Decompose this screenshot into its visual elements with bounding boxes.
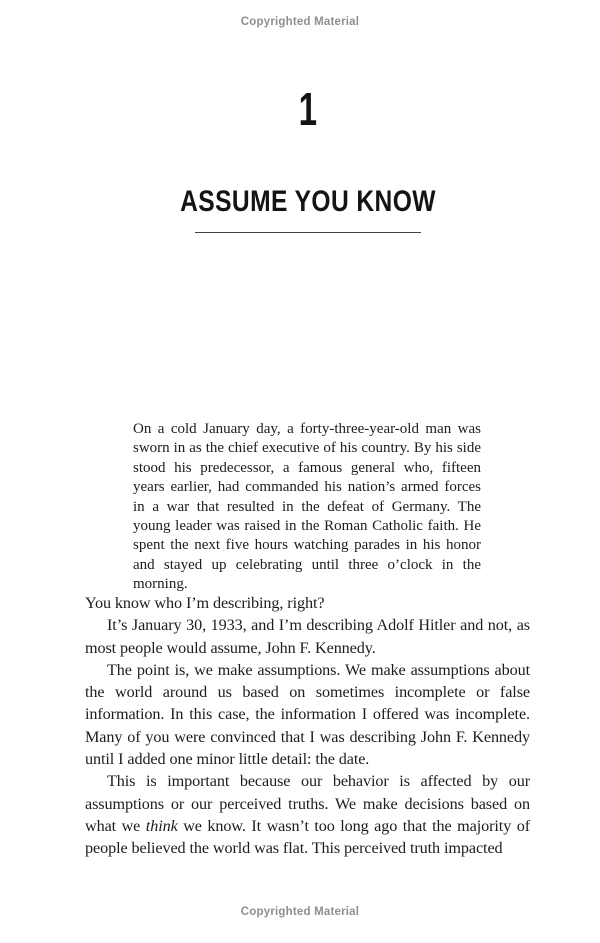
chapter-number: 1 xyxy=(298,83,317,135)
paragraph xyxy=(85,592,530,614)
text-run: we know. It wasn’t too long ago that the majority of people believed the world was flat. This perceived truth impacted xyxy=(85,816,531,858)
epigraph-quote: On a cold January day, a forty-three-year-old man was sworn in as the chief executive of his country. By his side stood his predecessor, a famous general who, fifteen years earlier, had commanded his nation’s armed forces in a war that resulted in the defeat of Germany. The young leader was raised in the Roman Catholic faith. He spent the next five hours watching parades in his honor and stayed up celebrating until three o’clock in the morning. xyxy=(133,421,481,593)
text-run: The point is, we make assumptions. We make assumptions about the world around us based on sometimes incomplete or false information. In this case, the information I offered was incomplete. Many of you were convinced that I was describing John F. Kennedy until I added one minor little detail: the date. xyxy=(85,660,530,769)
text-run: This is important because our behavior is affected by our assumptions or our perceived truths. We make decisions based on what we xyxy=(85,772,530,835)
paragraph xyxy=(85,770,530,859)
copyright-notice-top: Copyrighted Material xyxy=(240,16,360,28)
chapter-number-container xyxy=(85,83,530,135)
italic-text-run: think xyxy=(145,816,178,835)
text-run: It’s January 30, 1933, and I’m describing Adolf Hitler and not, as most people would assume, John F. Kennedy. xyxy=(85,616,530,657)
title-divider-rule xyxy=(195,232,421,233)
paragraph xyxy=(85,614,530,659)
body-paragraphs xyxy=(85,592,530,860)
text-column xyxy=(85,0,530,943)
paragraph xyxy=(85,659,530,770)
chapter-title-container xyxy=(85,186,530,218)
text-run: You know who I’m describing, right? xyxy=(85,594,325,612)
copyright-notice-bottom: Copyrighted Material xyxy=(240,906,360,918)
chapter-title: ASSUME YOU KNOW xyxy=(179,185,436,218)
